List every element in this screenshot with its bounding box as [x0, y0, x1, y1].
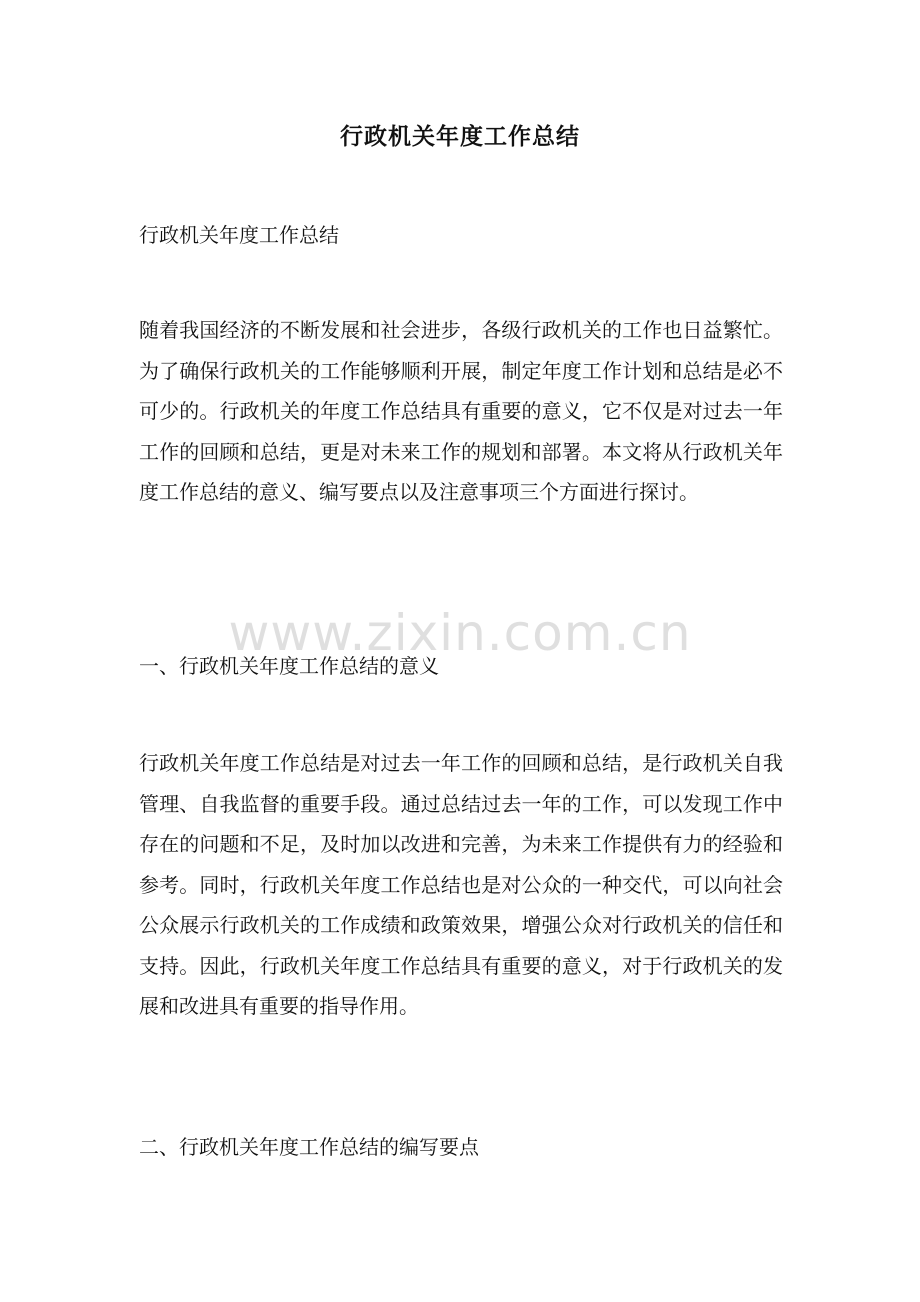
- document-title: 行政机关年度工作总结: [340, 123, 580, 150]
- intro-paragraph: 随着我国经济的不断发展和社会进步，各级行政机关的工作也日益繁忙。为了确保行政机关的工作能够顺利开展，制定年度工作计划和总结是必不可少的。行政机关的年度工作总结具有重要的意义，它不仅是对过去一年工作的回顾和总结，更是对未来工作的规划和部署。本文将从行政机关年度工作总结的意义、编写要点以及注意事项三个方面进行探讨。: [139, 318, 783, 504]
- section-heading-2: 二、行政机关年度工作总结的编写要点: [139, 1135, 479, 1159]
- section-heading-1: 一、行政机关年度工作总结的意义: [139, 654, 439, 678]
- section-1-paragraph: 行政机关年度工作总结是对过去一年工作的回顾和总结，是行政机关自我管理、自我监督的重要手段。通过总结过去一年的工作，可以发现工作中存在的问题和不足，及时加以改进和完善，为未来工作提供有力的经验和参考。同时，行政机关年度工作总结也是对公众的一种交代，可以向社会公众展示行政机关的工作成绩和政策效果，增强公众对行政机关的信任和支持。因此，行政机关年度工作总结具有重要的意义，对于行政机关的发展和改进具有重要的指导作用。: [139, 751, 783, 1018]
- document-subtitle: 行政机关年度工作总结: [139, 223, 339, 247]
- watermark-text: www.zixin.com.cn: [228, 604, 692, 662]
